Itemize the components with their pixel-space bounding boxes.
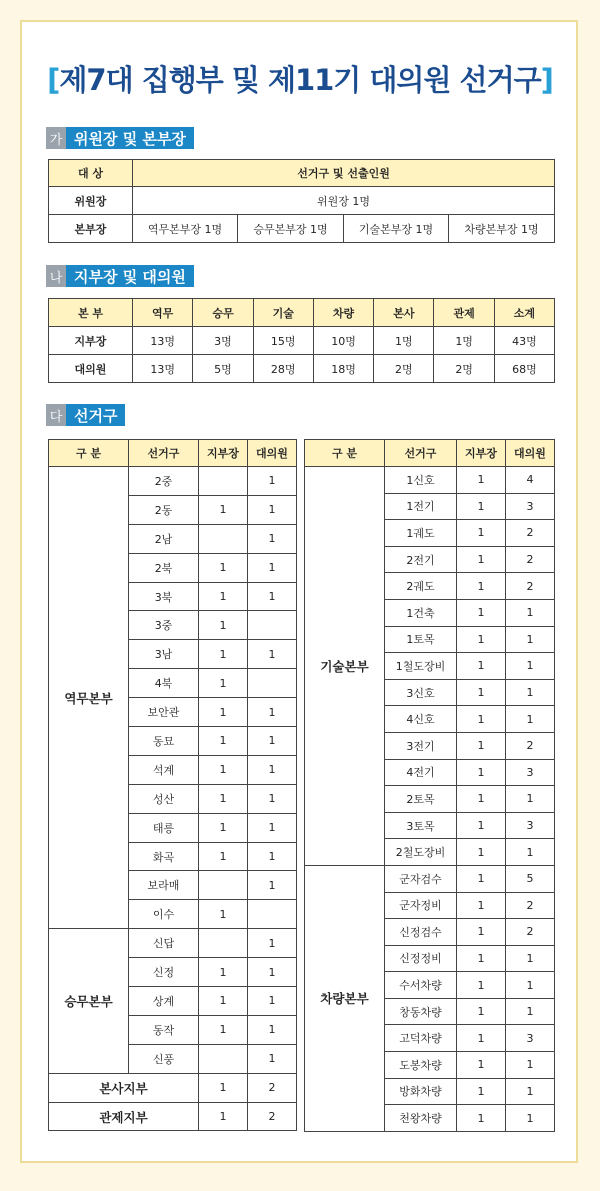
branch-count-cell: 1 <box>457 972 506 999</box>
branch-count-cell: 1 <box>457 573 506 600</box>
branch-count-cell: 1 <box>199 987 248 1016</box>
delegate-count-cell: 1 <box>248 784 297 813</box>
group-label: 차량본부 <box>305 865 385 1131</box>
branch-count-cell: 1 <box>457 706 506 733</box>
section-letter: 나 <box>46 265 66 287</box>
delegate-count-cell: 1 <box>248 1015 297 1044</box>
table-row <box>49 467 297 496</box>
table-header-row <box>49 299 555 327</box>
cell: 28명 <box>253 355 313 383</box>
district-cell: 군자검수 <box>385 865 457 892</box>
branch-count-cell: 1 <box>457 1078 506 1105</box>
cell: 2명 <box>374 355 434 383</box>
delegate-count-cell <box>248 611 297 640</box>
delegate-count-cell: 2 <box>506 546 555 573</box>
delegate-count-cell: 1 <box>506 839 555 866</box>
delegate-count-cell: 1 <box>248 467 297 496</box>
branch-count-cell: 1 <box>457 839 506 866</box>
cell: 13명 <box>133 327 193 355</box>
section-letter: 다 <box>46 404 66 426</box>
table-header-row <box>305 440 555 467</box>
branch-count-cell: 1 <box>457 865 506 892</box>
branch-count-cell <box>199 1044 248 1073</box>
table-header-row <box>49 440 297 467</box>
district-cell: 도봉차량 <box>385 1052 457 1079</box>
section-header-a <box>46 127 194 149</box>
delegate-count-cell: 1 <box>506 679 555 706</box>
district-cell: 2동 <box>129 495 199 524</box>
delegate-count-cell: 1 <box>248 929 297 958</box>
delegate-count-cell: 2 <box>506 892 555 919</box>
delegate-count-cell: 1 <box>506 1052 555 1079</box>
section-label: 위원장 및 본부장 <box>66 127 194 149</box>
table-row <box>49 215 555 243</box>
branch-count-cell: 1 <box>199 1102 248 1131</box>
branch-count-cell: 1 <box>199 727 248 756</box>
delegate-count-cell: 1 <box>506 972 555 999</box>
delegate-count-cell: 1 <box>248 582 297 611</box>
branch-count-cell: 1 <box>199 495 248 524</box>
branch-count-cell: 1 <box>457 998 506 1025</box>
branch-count-cell: 1 <box>457 1105 506 1132</box>
district-cell: 성산 <box>129 784 199 813</box>
table-row <box>49 355 555 383</box>
district-cell: 3신호 <box>385 679 457 706</box>
section-header-b <box>46 265 194 287</box>
table-row <box>305 467 555 494</box>
district-cell: 보라매 <box>129 871 199 900</box>
table-districts-left <box>48 439 297 1131</box>
district-cell: 3전기 <box>385 732 457 759</box>
table-row <box>49 327 555 355</box>
table-row <box>49 187 555 215</box>
delegate-count-cell: 2 <box>248 1073 297 1102</box>
delegate-count-cell: 3 <box>506 1025 555 1052</box>
delegate-count-cell: 3 <box>506 759 555 786</box>
cell: 1명 <box>434 327 494 355</box>
table-leaders <box>48 159 555 243</box>
branch-count-cell: 1 <box>457 732 506 759</box>
district-cell: 2북 <box>129 553 199 582</box>
cell: 1명 <box>374 327 434 355</box>
district-cell: 2철도장비 <box>385 839 457 866</box>
branch-count-cell: 1 <box>457 493 506 520</box>
district-cell: 신정검수 <box>385 919 457 946</box>
district-cell: 2토목 <box>385 786 457 813</box>
cell: 5명 <box>193 355 253 383</box>
cell: 18명 <box>313 355 373 383</box>
branch-count-cell: 1 <box>457 945 506 972</box>
section-header-c <box>46 404 125 426</box>
branch-count-cell: 1 <box>457 786 506 813</box>
delegate-count-cell: 2 <box>506 573 555 600</box>
row-label: 본부장 <box>49 215 133 243</box>
header-cell: 기술 <box>253 299 313 327</box>
branch-count-cell: 1 <box>457 1025 506 1052</box>
header-cell: 승무 <box>193 299 253 327</box>
district-cell: 창동차량 <box>385 998 457 1025</box>
district-cell: 4전기 <box>385 759 457 786</box>
district-cell: 4신호 <box>385 706 457 733</box>
district-cell: 동묘 <box>129 727 199 756</box>
header-cell: 구 분 <box>305 440 385 467</box>
branch-count-cell: 1 <box>199 1015 248 1044</box>
district-cell: 보안관 <box>129 698 199 727</box>
district-cell: 고덕차량 <box>385 1025 457 1052</box>
delegate-count-cell: 1 <box>248 813 297 842</box>
delegate-count-cell: 1 <box>506 599 555 626</box>
table-header-row <box>49 160 555 187</box>
district-cell: 2중 <box>129 467 199 496</box>
delegate-count-cell: 1 <box>506 706 555 733</box>
delegate-count-cell: 1 <box>506 998 555 1025</box>
delegate-count-cell: 1 <box>248 987 297 1016</box>
delegate-count-cell: 1 <box>248 698 297 727</box>
delegate-count-cell: 1 <box>248 755 297 784</box>
district-cell: 천왕차량 <box>385 1105 457 1132</box>
section-label: 지부장 및 대의원 <box>66 265 194 287</box>
delegate-count-cell <box>248 669 297 698</box>
delegate-count-cell: 1 <box>248 842 297 871</box>
branch-count-cell: 1 <box>199 958 248 987</box>
delegate-count-cell: 2 <box>506 520 555 547</box>
district-cell: 1토목 <box>385 626 457 653</box>
branch-count-cell: 1 <box>199 698 248 727</box>
header-cell: 선거구 <box>129 440 199 467</box>
delegate-count-cell: 1 <box>506 786 555 813</box>
branch-count-cell: 1 <box>199 900 248 929</box>
district-cell: 3남 <box>129 640 199 669</box>
district-cell: 1궤도 <box>385 520 457 547</box>
delegate-count-cell: 2 <box>506 732 555 759</box>
section-label: 선거구 <box>66 404 125 426</box>
district-cell: 수서차량 <box>385 972 457 999</box>
delegate-count-cell: 3 <box>506 493 555 520</box>
district-cell: 신정정비 <box>385 945 457 972</box>
branch-count-cell: 1 <box>457 467 506 494</box>
header-cell: 대의원 <box>506 440 555 467</box>
district-cell: 1신호 <box>385 467 457 494</box>
branch-count-cell: 1 <box>199 1073 248 1102</box>
district-cell: 3중 <box>129 611 199 640</box>
cell: 차량본부장 1명 <box>449 215 555 243</box>
district-cell: 화곡 <box>129 842 199 871</box>
delegate-count-cell: 1 <box>248 495 297 524</box>
table-row <box>49 929 297 958</box>
group-label: 관제지부 <box>49 1102 199 1131</box>
branch-count-cell: 1 <box>457 546 506 573</box>
district-cell: 동작 <box>129 1015 199 1044</box>
branch-count-cell: 1 <box>199 784 248 813</box>
header-cell: 차량 <box>313 299 373 327</box>
branch-count-cell: 1 <box>457 653 506 680</box>
header-cell: 소계 <box>494 299 554 327</box>
delegate-count-cell: 1 <box>248 1044 297 1073</box>
branch-count-cell: 1 <box>457 520 506 547</box>
cell: 68명 <box>494 355 554 383</box>
district-cell: 태릉 <box>129 813 199 842</box>
header-district: 선거구 및 선출인원 <box>133 160 555 187</box>
district-cell: 상계 <box>129 987 199 1016</box>
delegate-count-cell: 4 <box>506 467 555 494</box>
delegate-count-cell: 1 <box>248 871 297 900</box>
branch-count-cell: 1 <box>199 669 248 698</box>
branch-count-cell <box>199 929 248 958</box>
branch-count-cell: 1 <box>457 1052 506 1079</box>
branch-count-cell: 1 <box>457 812 506 839</box>
delegate-count-cell: 1 <box>506 1105 555 1132</box>
table-counts <box>48 298 555 383</box>
cell: 3명 <box>193 327 253 355</box>
header-cell: 본 부 <box>49 299 133 327</box>
district-cell: 신정 <box>129 958 199 987</box>
header-target: 대 상 <box>49 160 133 187</box>
branch-count-cell: 1 <box>199 640 248 669</box>
delegate-count-cell: 1 <box>248 524 297 553</box>
district-cell: 1건축 <box>385 599 457 626</box>
district-cell: 1전기 <box>385 493 457 520</box>
branch-count-cell: 1 <box>199 553 248 582</box>
delegate-count-cell: 1 <box>248 958 297 987</box>
district-cell: 신답 <box>129 929 199 958</box>
branch-count-cell: 1 <box>199 755 248 784</box>
row-label: 지부장 <box>49 327 133 355</box>
branch-count-cell: 1 <box>457 919 506 946</box>
header-cell: 본사 <box>374 299 434 327</box>
branch-count-cell: 1 <box>457 599 506 626</box>
cell: 15명 <box>253 327 313 355</box>
branch-count-cell: 1 <box>457 759 506 786</box>
delegate-count-cell: 5 <box>506 865 555 892</box>
district-cell: 군자정비 <box>385 892 457 919</box>
cell: 10명 <box>313 327 373 355</box>
district-cell: 4북 <box>129 669 199 698</box>
district-cell: 석계 <box>129 755 199 784</box>
group-label: 역무본부 <box>49 467 129 929</box>
delegate-count-cell: 1 <box>506 1078 555 1105</box>
delegate-count-cell: 2 <box>248 1102 297 1131</box>
delegate-count-cell: 1 <box>248 553 297 582</box>
branch-count-cell: 1 <box>457 892 506 919</box>
district-cell: 3북 <box>129 582 199 611</box>
cell: 승무본부장 1명 <box>238 215 344 243</box>
branch-count-cell <box>199 467 248 496</box>
page-title: [제7대 집행부 및 제11기 대의원 선거구] <box>47 63 553 97</box>
row-label: 대의원 <box>49 355 133 383</box>
branch-count-cell: 1 <box>199 842 248 871</box>
header-cell: 지부장 <box>457 440 506 467</box>
delegate-count-cell: 1 <box>506 653 555 680</box>
branch-count-cell: 1 <box>457 679 506 706</box>
branch-count-cell: 1 <box>199 813 248 842</box>
table-districts-right <box>304 439 555 1132</box>
header-cell: 역무 <box>133 299 193 327</box>
district-cell: 2전기 <box>385 546 457 573</box>
header-cell: 지부장 <box>199 440 248 467</box>
branch-count-cell: 1 <box>199 582 248 611</box>
delegate-count-cell: 1 <box>248 640 297 669</box>
header-cell: 관제 <box>434 299 494 327</box>
delegate-count-cell: 2 <box>506 919 555 946</box>
header-cell: 선거구 <box>385 440 457 467</box>
branch-count-cell <box>199 524 248 553</box>
header-cell: 대의원 <box>248 440 297 467</box>
table-row <box>305 865 555 892</box>
delegate-count-cell: 3 <box>506 812 555 839</box>
cell: 위원장 1명 <box>133 187 555 215</box>
branch-count-cell <box>199 871 248 900</box>
group-label: 승무본부 <box>49 929 129 1073</box>
district-cell: 이수 <box>129 900 199 929</box>
row-label: 위원장 <box>49 187 133 215</box>
cell: 2명 <box>434 355 494 383</box>
delegate-count-cell: 1 <box>248 727 297 756</box>
cell: 13명 <box>133 355 193 383</box>
district-cell: 방화차량 <box>385 1078 457 1105</box>
district-cell: 2남 <box>129 524 199 553</box>
delegate-count-cell: 1 <box>506 626 555 653</box>
group-label: 본사지부 <box>49 1073 199 1102</box>
section-letter: 가 <box>46 127 66 149</box>
branch-count-cell: 1 <box>457 626 506 653</box>
cell: 43명 <box>494 327 554 355</box>
header-cell: 구 분 <box>49 440 129 467</box>
delegate-count-cell: 1 <box>506 945 555 972</box>
district-cell: 신풍 <box>129 1044 199 1073</box>
district-cell: 3토목 <box>385 812 457 839</box>
group-label: 기술본부 <box>305 467 385 866</box>
table-row <box>49 1102 297 1131</box>
delegate-count-cell <box>248 900 297 929</box>
cell: 역무본부장 1명 <box>133 215 238 243</box>
district-cell: 1철도장비 <box>385 653 457 680</box>
cell: 기술본부장 1명 <box>344 215 449 243</box>
table-row <box>49 1073 297 1102</box>
branch-count-cell: 1 <box>199 611 248 640</box>
district-cell: 2궤도 <box>385 573 457 600</box>
